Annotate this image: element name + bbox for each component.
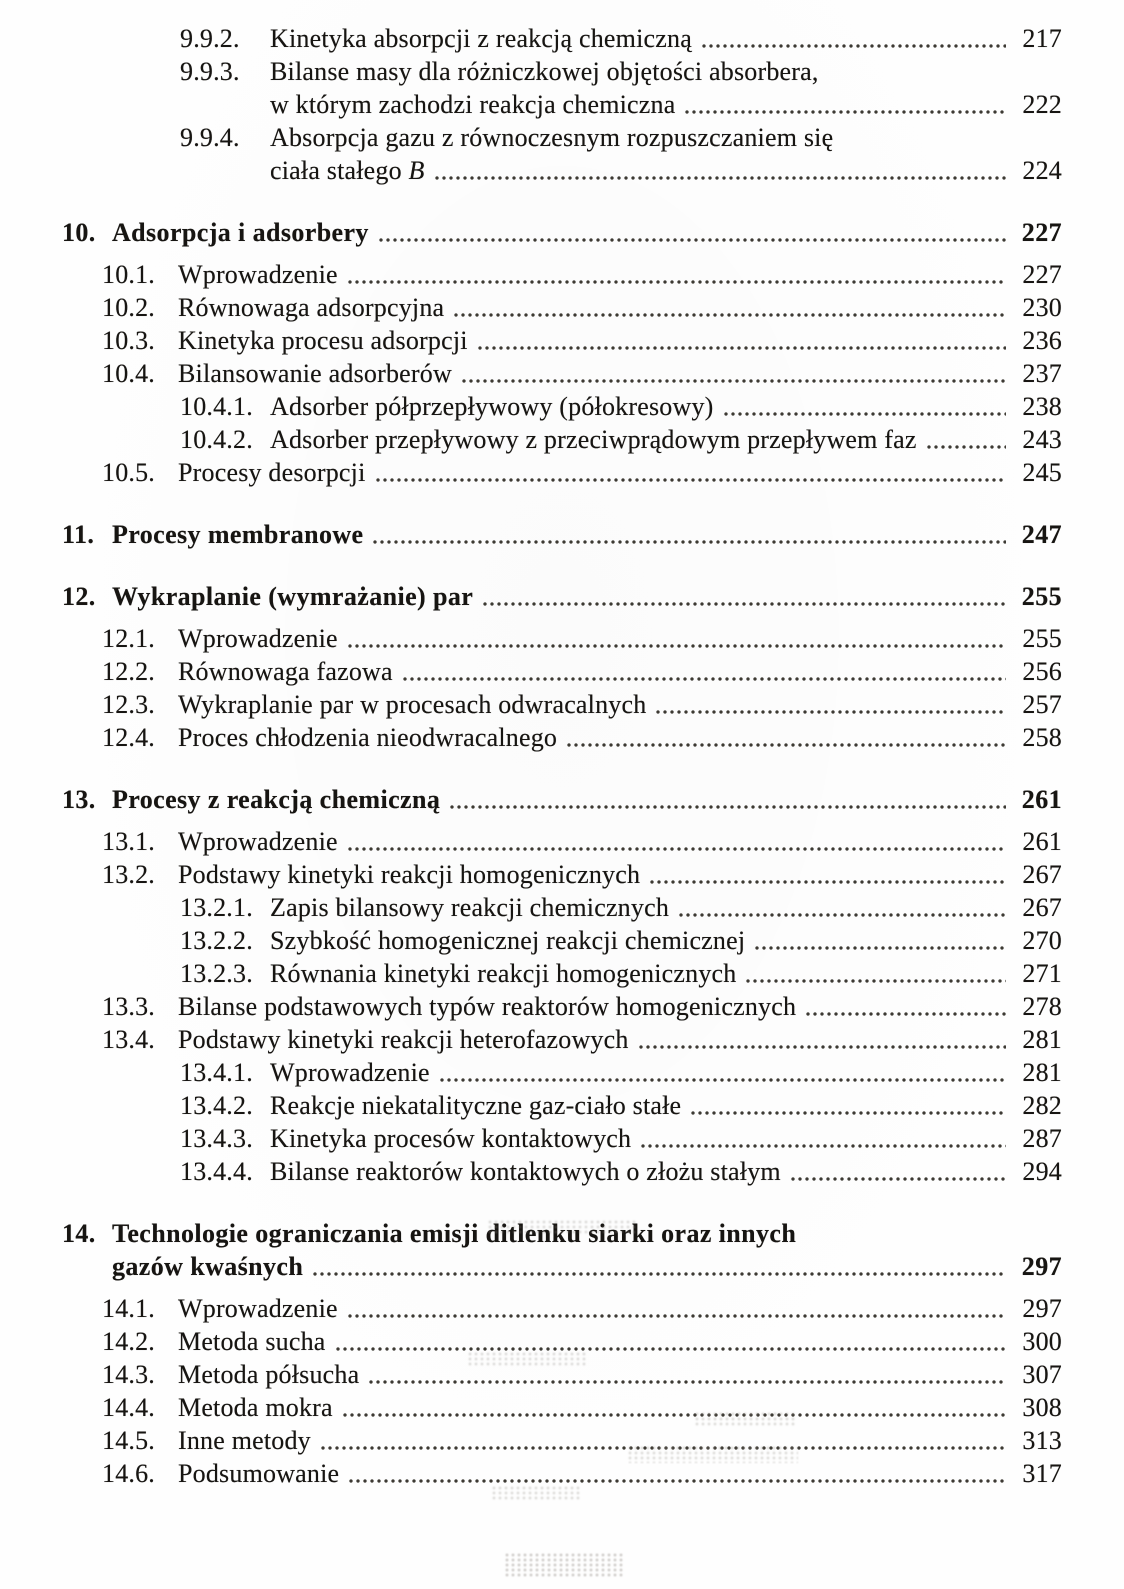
dot-leader <box>749 924 1010 957</box>
toc-entry-line <box>62 216 1062 249</box>
toc-entry-title: Metoda sucha <box>178 1327 326 1356</box>
toc-entry <box>62 1217 1062 1283</box>
toc-entry-line <box>62 518 1062 551</box>
toc-entry <box>62 121 1062 187</box>
dot-leader <box>370 456 1010 489</box>
toc-entry-page: 227 <box>1021 218 1062 247</box>
dot-leader <box>456 357 1010 390</box>
toc-entry-line <box>180 390 1062 423</box>
toc-entry <box>62 858 1062 891</box>
toc-entry-page: 270 <box>1022 926 1062 955</box>
toc-entry-number: 13.2. <box>102 860 155 889</box>
toc-entry-line <box>180 423 1062 456</box>
dot-leader <box>315 1424 1010 1457</box>
toc-entry-page: 238 <box>1022 392 1062 421</box>
toc-entry-number: 10.4.2. <box>180 425 253 454</box>
toc-entry-continuation-line <box>180 154 1062 187</box>
toc-entry-line <box>102 1292 1062 1325</box>
toc-entry-line <box>62 1217 1062 1250</box>
toc-entry-page: 261 <box>1022 827 1062 856</box>
toc-entry-line <box>102 688 1062 721</box>
toc-entry-title: Zapis bilansowy reakcji chemicznych <box>270 893 670 922</box>
toc-entry-page: 271 <box>1022 959 1062 988</box>
toc-entry-number: 13. <box>62 785 96 814</box>
toc-entry-line <box>102 858 1062 891</box>
toc-entry-number: 10. <box>62 218 96 247</box>
toc-entry-page: 230 <box>1022 293 1062 322</box>
toc-entry-line <box>180 1089 1062 1122</box>
dot-leader <box>561 721 1010 754</box>
toc-entry-number: 13.4. <box>102 1025 155 1054</box>
dot-leader <box>342 1292 1010 1325</box>
toc-entry-number: 13.4.4. <box>180 1157 253 1186</box>
toc-entry-page: 281 <box>1022 1058 1062 1087</box>
toc-entry-title: Adsorpcja i adsorbery <box>112 218 369 247</box>
dot-leader <box>363 1358 1010 1391</box>
toc-entry-page: 297 <box>1021 1252 1062 1281</box>
toc-entry-line <box>102 456 1062 489</box>
toc-entry-title: Szybkość homogenicznej reakcji chemicznej <box>270 926 746 955</box>
toc-entry <box>62 1122 1062 1155</box>
toc-entry-continuation-line <box>62 1250 1062 1283</box>
dot-leader <box>342 825 1010 858</box>
toc-entry-line <box>102 1391 1062 1424</box>
toc-entry-number: 13.1. <box>102 827 155 856</box>
dot-leader <box>397 655 1010 688</box>
toc-entry <box>62 1358 1062 1391</box>
toc-entry-line <box>102 1358 1062 1391</box>
toc-entry-title: Adsorber półprzepływowy (półokresowy) <box>270 392 714 421</box>
toc-entry-title: Bilanse masy dla różniczkowej objętości absorbera, <box>270 57 819 86</box>
toc-entry-page: 256 <box>1022 657 1062 686</box>
toc-entry-page: 245 <box>1022 458 1062 487</box>
toc-entry-page: 307 <box>1022 1360 1062 1389</box>
dot-leader <box>718 390 1010 423</box>
toc-entry <box>62 990 1062 1023</box>
toc-entry-page: 282 <box>1022 1091 1062 1120</box>
toc-entry-number: 14.1. <box>102 1294 155 1323</box>
toc-entry-number: 14.3. <box>102 1360 155 1389</box>
toc-entry-line <box>102 258 1062 291</box>
toc-entry-title: Wprowadzenie <box>178 624 338 653</box>
toc-entry-number: 12.2. <box>102 657 155 686</box>
toc-entry-page: 247 <box>1021 520 1062 549</box>
toc-entry-title: Wprowadzenie <box>270 1058 430 1087</box>
dot-leader <box>472 324 1010 357</box>
toc-entry-continuation-line <box>180 88 1062 121</box>
toc-entry-line <box>180 1056 1062 1089</box>
toc-entry-title: Wykraplanie par w procesach odwracalnych <box>178 690 647 719</box>
dot-leader <box>337 1391 1010 1424</box>
toc-entry-page: 243 <box>1022 425 1062 454</box>
toc-entry-line <box>180 957 1062 990</box>
toc-entry-title: Równowaga fazowa <box>178 657 393 686</box>
toc-entry-line <box>102 291 1062 324</box>
toc-entry-line <box>102 721 1062 754</box>
dot-leader <box>635 1122 1010 1155</box>
toc-entry-page: 297 <box>1022 1294 1062 1323</box>
dot-leader <box>444 783 1010 816</box>
dot-leader <box>679 88 1010 121</box>
dot-leader <box>448 291 1010 324</box>
toc-entry-number: 9.9.3. <box>180 57 240 86</box>
toc-entry <box>62 825 1062 858</box>
toc-entry-title: Podstawy kinetyki reakcji heterofazowych <box>178 1025 629 1054</box>
toc-entry-number: 12.1. <box>102 624 155 653</box>
toc-entry-number: 14.6. <box>102 1459 155 1488</box>
toc-entry <box>62 258 1062 291</box>
toc-entry <box>62 1056 1062 1089</box>
toc-entry-line <box>180 891 1062 924</box>
toc-entry-page: 267 <box>1022 893 1062 922</box>
toc-entry-title: Równania kinetyki reakcji homogenicznych <box>270 959 737 988</box>
toc-entry <box>62 1155 1062 1188</box>
toc-entry-title: Adsorber przepływowy z przeciwprądowym przepływem faz <box>270 425 917 454</box>
toc-entry <box>62 924 1062 957</box>
toc-entry-number: 9.9.4. <box>180 123 240 152</box>
dot-leader <box>373 216 1010 249</box>
toc-entry <box>62 891 1062 924</box>
toc-entry-page: 255 <box>1022 624 1062 653</box>
toc-entry-title: Metoda mokra <box>178 1393 333 1422</box>
dot-leader <box>800 990 1010 1023</box>
toc-entry-line <box>180 121 1062 154</box>
toc-entry-title-italic: B <box>408 156 425 185</box>
toc-entry <box>62 1457 1062 1490</box>
toc-entry-title: ciała stałego B <box>270 156 425 185</box>
dot-leader <box>673 891 1010 924</box>
toc-entry-line <box>62 580 1062 613</box>
toc-entry <box>62 957 1062 990</box>
toc-entry-page: 237 <box>1022 359 1062 388</box>
toc-entry-page: 300 <box>1022 1327 1062 1356</box>
toc-entry-title: Proces chłodzenia nieodwracalnego <box>178 723 558 752</box>
toc-entry <box>62 580 1062 613</box>
toc-entry-title: Technologie ograniczania emisji ditlenku siarki oraz innych <box>112 1219 797 1248</box>
toc-entry-number: 11. <box>62 520 95 549</box>
toc-entry-title: Metoda półsucha <box>178 1360 360 1389</box>
dot-leader <box>685 1089 1010 1122</box>
dot-leader <box>342 258 1010 291</box>
toc-entry-line <box>180 1155 1062 1188</box>
toc-entry-title: Inne metody <box>178 1426 311 1455</box>
toc-entry-number: 13.2.1. <box>180 893 253 922</box>
toc-entry-number: 12. <box>62 582 96 611</box>
dot-leader <box>633 1023 1010 1056</box>
dot-leader <box>650 688 1010 721</box>
toc-entry-title: gazów kwaśnych <box>112 1252 304 1281</box>
toc-entry <box>62 55 1062 121</box>
toc-entry-number: 10.1. <box>102 260 155 289</box>
toc-entry-title: Absorpcja gazu z równoczesnym rozpuszczaniem się <box>270 123 834 152</box>
dot-leader <box>342 622 1010 655</box>
toc-entry-title: w którym zachodzi reakcja chemiczna <box>270 90 676 119</box>
toc-entry <box>62 1424 1062 1457</box>
toc-entry-page: 224 <box>1022 156 1062 185</box>
toc-entry <box>62 1391 1062 1424</box>
toc-entry-line <box>102 1325 1062 1358</box>
toc-entry-line <box>180 924 1062 957</box>
toc-entry-title: Równowaga adsorpcyjna <box>178 293 445 322</box>
toc-entry-page: 236 <box>1022 326 1062 355</box>
dot-leader <box>644 858 1010 891</box>
toc-entry <box>62 655 1062 688</box>
toc-entry-title: Kinetyka absorpcji z reakcją chemiczną <box>270 24 692 53</box>
toc-entry-title: Podsumowanie <box>178 1459 340 1488</box>
toc-entry-page: 227 <box>1022 260 1062 289</box>
toc-entry-number: 13.2.2. <box>180 926 253 955</box>
toc-entry-title: Wprowadzenie <box>178 260 338 289</box>
toc-entry-page: 261 <box>1021 785 1062 814</box>
toc-entry-page: 317 <box>1022 1459 1062 1488</box>
toc-entry-number: 14.2. <box>102 1327 155 1356</box>
toc-entry-page: 278 <box>1022 992 1062 1021</box>
toc-entry <box>62 783 1062 816</box>
toc-entry-number: 12.4. <box>102 723 155 752</box>
toc-entry-title: Wprowadzenie <box>178 827 338 856</box>
toc-entry-number: 10.2. <box>102 293 155 322</box>
toc-entry-line <box>102 655 1062 688</box>
toc-entry-page: 287 <box>1022 1124 1062 1153</box>
toc-entry-title: Procesy z reakcją chemiczną <box>112 785 441 814</box>
toc-entry-number: 12.3. <box>102 690 155 719</box>
toc-entry-page: 313 <box>1022 1426 1062 1455</box>
toc-entry-page: 257 <box>1022 690 1062 719</box>
toc-entry-page: 217 <box>1022 24 1062 53</box>
toc-entry <box>62 1089 1062 1122</box>
toc-entry-title: Bilanse podstawowych typów reaktorów homogenicznych <box>178 992 797 1021</box>
toc-entry-number: 13.4.3. <box>180 1124 253 1153</box>
scan-artifact <box>505 1553 625 1577</box>
toc-entry <box>62 216 1062 249</box>
toc-entry-line <box>62 783 1062 816</box>
toc-entry <box>62 721 1062 754</box>
toc-entry-line <box>102 825 1062 858</box>
dot-leader <box>785 1155 1010 1188</box>
toc-entry-title: Kinetyka procesu adsorpcji <box>178 326 468 355</box>
toc-entry-page: 258 <box>1022 723 1062 752</box>
toc-entry-number: 13.2.3. <box>180 959 253 988</box>
toc-entry-number: 10.5. <box>102 458 155 487</box>
toc-entry-number: 10.4.1. <box>180 392 253 421</box>
toc-entry-title: Wprowadzenie <box>178 1294 338 1323</box>
dot-leader <box>696 22 1010 55</box>
toc-entry-title: Podstawy kinetyki reakcji homogenicznych <box>178 860 641 889</box>
toc-entry-number: 10.3. <box>102 326 155 355</box>
toc-entry-line <box>102 1023 1062 1056</box>
toc-entry-page: 281 <box>1022 1025 1062 1054</box>
toc-entry-title: Wykraplanie (wymrażanie) par <box>112 582 474 611</box>
toc-entry-number: 10.4. <box>102 359 155 388</box>
toc-entry-line <box>180 22 1062 55</box>
toc-entry-line <box>180 55 1062 88</box>
dot-leader <box>429 154 1010 187</box>
toc-entry-line <box>102 357 1062 390</box>
toc-entry-line <box>180 1122 1062 1155</box>
toc-entry <box>62 456 1062 489</box>
toc-entry-number: 13.4.2. <box>180 1091 253 1120</box>
dot-leader <box>740 957 1010 990</box>
toc-entry-number: 14.4. <box>102 1393 155 1422</box>
toc-entry <box>62 291 1062 324</box>
toc-entry-title: Procesy desorpcji <box>178 458 366 487</box>
toc-entry-page: 255 <box>1021 582 1062 611</box>
toc-entry <box>62 324 1062 357</box>
toc-entry <box>62 518 1062 551</box>
toc-entry-page: 222 <box>1022 90 1062 119</box>
dot-leader <box>343 1457 1010 1490</box>
toc-entry <box>62 1023 1062 1056</box>
toc-entry-number: 9.9.2. <box>180 24 240 53</box>
dot-leader <box>434 1056 1010 1089</box>
toc-entry-page: 267 <box>1022 860 1062 889</box>
toc-entry-number: 13.3. <box>102 992 155 1021</box>
toc-entry <box>62 1292 1062 1325</box>
toc-entry-number: 14. <box>62 1219 96 1248</box>
table-of-contents <box>62 22 1062 1490</box>
toc-entry-title: Bilansowanie adsorberów <box>178 359 452 388</box>
dot-leader <box>921 423 1010 456</box>
toc-entry <box>62 357 1062 390</box>
toc-entry <box>62 390 1062 423</box>
toc-entry <box>62 1325 1062 1358</box>
toc-entry <box>62 22 1062 55</box>
toc-entry-line <box>102 622 1062 655</box>
toc-entry-page: 308 <box>1022 1393 1062 1422</box>
toc-entry-title: Kinetyka procesów kontaktowych <box>270 1124 632 1153</box>
toc-entry <box>62 622 1062 655</box>
toc-entry-title: Procesy membranowe <box>112 520 364 549</box>
dot-leader <box>307 1250 1010 1283</box>
toc-entry-line <box>102 990 1062 1023</box>
dot-leader <box>477 580 1010 613</box>
toc-entry-line <box>102 1457 1062 1490</box>
dot-leader <box>367 518 1010 551</box>
toc-entry-number: 14.5. <box>102 1426 155 1455</box>
toc-entry-number: 13.4.1. <box>180 1058 253 1087</box>
toc-entry-title: Reakcje niekatalityczne gaz-ciało stałe <box>270 1091 682 1120</box>
toc-entry <box>62 423 1062 456</box>
toc-entry-line <box>102 324 1062 357</box>
toc-entry-page: 294 <box>1022 1157 1062 1186</box>
dot-leader <box>330 1325 1010 1358</box>
toc-entry <box>62 688 1062 721</box>
toc-entry-line <box>102 1424 1062 1457</box>
toc-entry-title: Bilanse reaktorów kontaktowych o złożu stałym <box>270 1157 781 1186</box>
